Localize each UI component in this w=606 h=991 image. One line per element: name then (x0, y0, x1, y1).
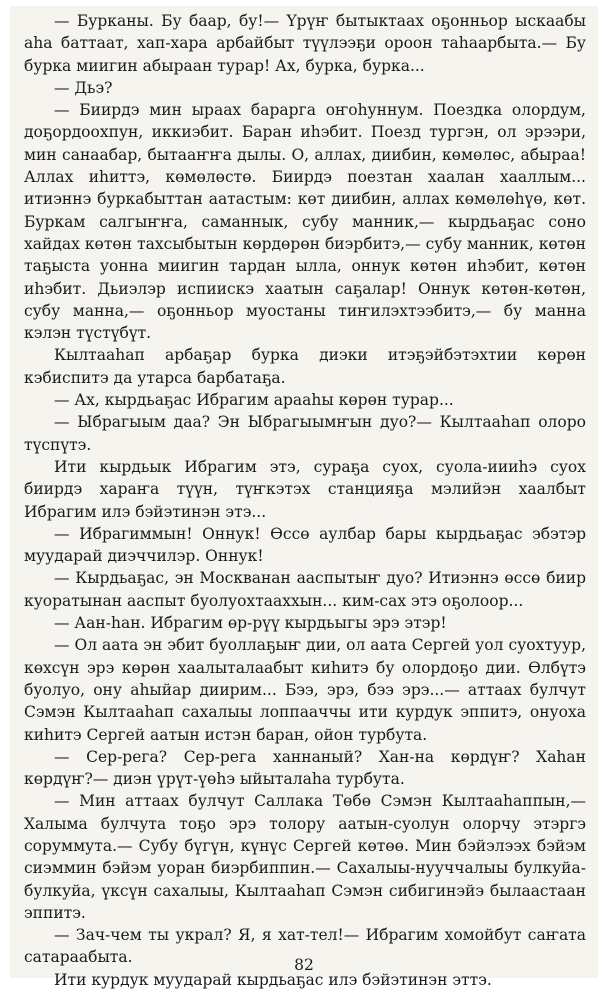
page-number: 82 (294, 956, 314, 974)
paragraph-14: — Зач-чем ты украл? Я, я хат-тел!— Ибрагим хомойбут саҥата сатараабыта. (24, 926, 586, 967)
paragraph-5: — Ах, кырдьаҕас Ибрагим арааһы көрөн турар... (54, 391, 454, 410)
paragraph-9: — Кырдьаҕас, эн Москванан аaспытыҥ дуо? Итиэннэ өссө биир куоратынан аaспыт буолуохтааххын... ким-сах этэ оҕолоор... (24, 569, 586, 610)
paragraph-1: — Бурканы. Бу баар, бу!— Үрүҥ бытыктаах оҕонньор ыскаабы аһа баттаат, хап-хара арбайбыт түүлээҕи ороон таһаарбыта.— Бу бурка миигин абыраан турар! Ах, бурка, бурка... (24, 12, 586, 75)
paragraph-7: Ити кырдьык Ибрагим этэ, сураҕа суох, суола-иииһэ суох биирдэ хараҥа түүн, түҥкэтэх станцияҕа мэлийэн хаалбыт Ибрагим илэ бэйэтинэн этэ... (24, 457, 586, 521)
paragraph-8: — Ибрагиммын! Оннук! Өссө аулбар бары кырдьаҕас эбэтэр муударай диэччилэр. Оннук! (24, 524, 586, 566)
paragraph-15: Ити курдук муударай кырдьаҕас илэ бэйэтинэн эттэ. (54, 970, 492, 989)
body-text (24, 10, 586, 991)
paragraph-11: — Ол аата эн эбит буоллаҕыҥ дии, ол аата Сергей уол суохтуур, көхсүн эрэ көрөн хаалыталаабыт киһитэ бу олордоҕо дии. Өлбүтэ буолуо, ону аһыйар диирим... Бээ, эрэ, бээ эрэ...— аттаах булчут Сэмэн Кылтааһап сахалыы лоппааччы ити курдук эппитэ, онуоха киһитэ Сергей аатын истэн баран, ойон турбута. (24, 636, 586, 744)
paragraph-10: — Аан-һан. Ибрагим өр-рүү кырдьыгы эрэ этэр! (54, 614, 447, 633)
paragraph-2: — Дьэ? (54, 78, 113, 97)
book-page (10, 6, 598, 989)
paragraph-6: — Ыбрагыым даа? Эн Ыбрагыымҥын дуо?— Кылтааһап олоро түспүтэ. (24, 413, 586, 454)
paragraph-13: — Мин аттаах булчут Саллака Төбө Сэмэн Кылтааһаппын,— Халыма булчута тоҕо эрэ толору аатын-суолун олорчу этэргэ соруммута.— Субу бүгүн, күнүс Сергей көтөө. Мин бэйэлээх бэйэм сиэммин бэйэм уоран биэрбиппин.— Сахалыы-нууччалыы булкуйа-булкуйа, үксүн сахалыы, Кылтааһап Сэмэн сибигинэйэ былаастаан эппитэ. (24, 792, 586, 922)
paragraph-4: Кылтааһап арбаҕар бурка диэки итэҕэйбэтэхтии көрөн кэбиспитэ да утарса барбатаҕа. (24, 346, 586, 387)
paragraph-3: — Биирдэ мин ыраах бараргa оҥоһуннум. Поездка олордум, доҕордоохпун, иккиэбит. Баран иһэбит. Поезд тургэн, ол эрээри, мин санаабар, бытааҥҥа дылы. О, аллах, диибин, көмөлөс, абыраа! Аллах иһиттэ, көмөлөстө. Биирдэ поезтан хаалан хааллым... итиэннэ буркабыттан аатастым: көт диибин, аллах көмөлөһүө, көт. Буркам салгыҥҥа, саманнык, субу манник,— кырдьаҕас соно хайдах көтөн тахсыбытын көрдөрөн биэрбитэ,— субу манник, көтөн таҕыста уонна миигин тардан ылла, оннук көтөн иһэбит, көтөн иһэбит. Дьиэлэр испиискэ хаатын саҕалар! Оннук көтөн-көтөн, субу манна,— оҕонньор муостаны тиҥилэхтээбитэ,— бу манна кэлэн түстүбүт. (24, 101, 586, 343)
paragraph-12: — Сер-рега? Сер-рега ханнаный? Хан-на көрдүҥ? Хаһан көрдүҥ?— диэн үрүт-үөһэ ыйыталаһа турбута. (24, 747, 586, 789)
